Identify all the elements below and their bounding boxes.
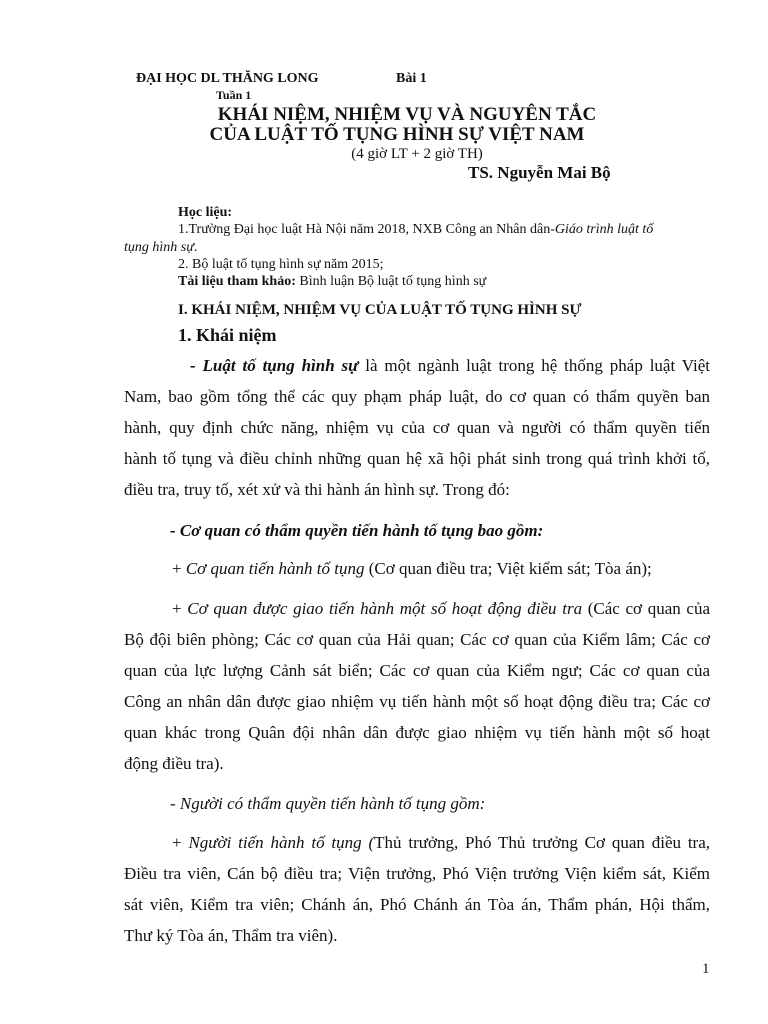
- competent-persons-dash: -: [170, 794, 180, 813]
- reference-text: Bình luận Bộ luật tố tụng hình sự: [295, 274, 487, 289]
- investigation-line-6: động điều tra).: [124, 754, 224, 773]
- materials-item-1-title: Giáo trình luật tố: [554, 222, 654, 237]
- author-name: TS. Nguyễn Mai Bộ: [468, 163, 611, 182]
- materials-item-1: [178, 222, 712, 238]
- definition-line-1: [124, 350, 710, 381]
- investigation-line-1-rest: (Các cơ quan của: [582, 599, 711, 618]
- procedural-agencies-item: [172, 553, 652, 584]
- investigation-bullet: +: [172, 599, 188, 618]
- definition-line-3: hành, quy định chức năng, nhiệm vụ của cơ quan và người có thẩm quyền tiến: [124, 418, 710, 437]
- materials-heading: Học liệu:: [178, 205, 233, 220]
- materials-item-1-end: .: [193, 240, 198, 255]
- investigation-line-5: quan khác trong Quân đội nhân dân được giao nhiệm vụ tiến hành một số hoạt: [124, 723, 710, 742]
- materials-item-1-title-cont: tụng hình sự: [124, 240, 194, 255]
- definition-line-5: điều tra, truy tố, xét xử và thi hành án hình sự. Trong đó:: [124, 480, 510, 499]
- materials-item-1-cont: [124, 240, 197, 256]
- investigation-term: Cơ quan được giao tiến hành một số hoạt động điều tra: [187, 599, 583, 618]
- procedural-persons-paragraph: [124, 827, 710, 951]
- authority-heading: - Cơ quan có thẩm quyền tiến hành tố tụng bao gồm:: [170, 521, 544, 540]
- procedural-agencies-term: Cơ quan tiến hành tố tụng: [185, 559, 365, 578]
- definition-line-4: hành tố tụng và điều chỉnh những quan hệ xã hội phát sinh trong quá trình khởi tố,: [124, 449, 710, 468]
- investigation-agencies-paragraph: [124, 593, 710, 779]
- week-label: Tuần 1: [216, 88, 252, 102]
- persons-term: Người tiến hành tố tụng (: [188, 833, 375, 852]
- investigation-line-4: Công an nhân dân được giao nhiệm vụ tiến hành một số hoạt động điều tra; Các cơ: [124, 692, 710, 711]
- page-title-line2: CỦA LUẬT TỐ TỤNG HÌNH SỰ VIỆT NAM: [209, 124, 585, 145]
- materials-item-1-text: 1.Trường Đại học luật Hà Nội năm 2018, NXB Công an Nhân dân-: [178, 222, 555, 237]
- persons-line-2: Điều tra viên, Cán bộ điều tra; Viện trưởng, Phó Viện trưởng Viện kiểm sát, Kiểm: [124, 864, 710, 883]
- university-name: ĐẠI HỌC DL THĂNG LONG: [136, 71, 319, 86]
- hours-note: (4 giờ LT + 2 giờ TH): [351, 146, 483, 162]
- investigation-line-1: [124, 593, 710, 624]
- materials-item-2: 2. Bộ luật tố tụng hình sự năm 2015;: [178, 257, 384, 272]
- page-number: 1: [702, 961, 710, 977]
- page-title-line1: KHÁI NIỆM, NHIỆM VỤ VÀ NGUYÊN TẮC: [217, 104, 597, 125]
- subsection-heading: 1. Khái niệm: [178, 325, 277, 345]
- investigation-line-3: quan của lực lượng Cảnh sát biển; Các cơ quan của Kiểm ngư; Các cơ quan của: [124, 661, 710, 680]
- persons-bullet: +: [172, 833, 189, 852]
- persons-line-1-rest: Thủ trưởng, Phó Thủ trưởng Cơ quan điều tra,: [374, 833, 711, 852]
- definition-paragraph: [124, 350, 710, 505]
- definition-line-2: Nam, bao gồm tổng thể các quy phạm pháp luật, do cơ quan có thẩm quyền ban: [124, 387, 710, 406]
- lesson-label: Bài 1: [396, 71, 427, 86]
- persons-line-4: Thư ký Tòa án, Thẩm tra viên).: [124, 926, 338, 945]
- procedural-agencies-bullet: +: [172, 559, 186, 578]
- persons-line-3: sát viên, Kiểm tra viên; Chánh án, Phó Chánh án Tòa án, Thẩm phán, Hội thẩm,: [124, 895, 710, 914]
- definition-term: - Luật tố tụng hình sự: [190, 356, 359, 375]
- definition-line-1-rest: là một ngành luật trong hệ thống pháp luật Việt: [358, 356, 711, 375]
- competent-persons-text: Người có thẩm quyền tiến hành tố tụng gồm:: [179, 794, 486, 813]
- section-heading: I. KHÁI NIỆM, NHIỆM VỤ CỦA LUẬT TỐ TỤNG HÌNH SỰ: [178, 302, 582, 318]
- persons-line-1: [124, 827, 710, 858]
- competent-persons-heading: [170, 788, 485, 819]
- investigation-line-2: Bộ đội biên phòng; Các cơ quan của Hải quan; Các cơ quan của Kiểm lâm; Các cơ: [124, 630, 710, 649]
- procedural-agencies-text: (Cơ quan điều tra; Việt kiểm sát; Tòa án);: [364, 559, 652, 578]
- reference-line: [178, 274, 486, 290]
- reference-heading: Tài liệu tham khảo:: [178, 274, 296, 289]
